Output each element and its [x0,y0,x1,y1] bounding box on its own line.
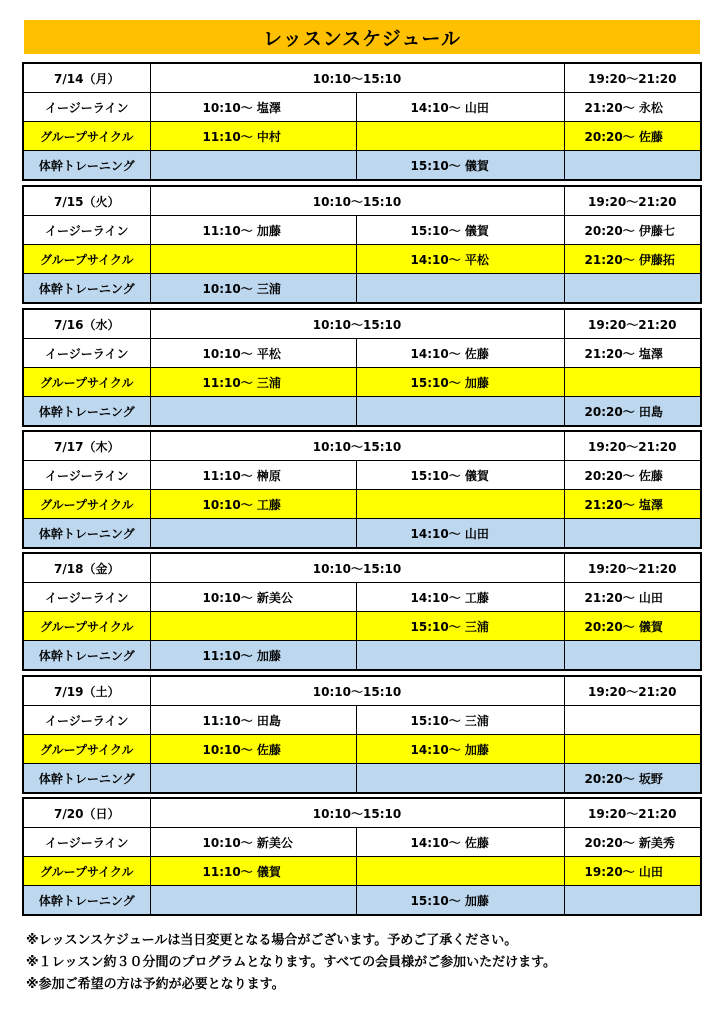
lesson-entry: 14:10〜 工藤 [356,583,564,612]
day-date: 7/17（木） [23,431,150,461]
day-block [22,552,702,671]
lesson-entry: 20:20〜 伊藤七 [564,216,701,245]
lesson-entry [356,122,564,151]
page-title: レッスンスケジュール [24,20,700,54]
lesson-entry: 20:20〜 儀賀 [564,612,701,641]
lesson-entry [150,519,356,549]
lesson-entry [564,641,701,671]
lesson-type-label: 体幹トレーニング [23,764,150,794]
day-header-row [23,553,701,583]
lesson-entry [564,519,701,549]
lesson-row-easy [23,216,701,245]
lesson-entry: 11:10〜 加藤 [150,641,356,671]
lesson-row-core [23,151,701,181]
lesson-row-core [23,764,701,794]
lesson-entry: 14:10〜 平松 [356,245,564,274]
lesson-entry: 15:10〜 加藤 [356,368,564,397]
lesson-entry: 15:10〜 儀賀 [356,151,564,181]
slot-header-morning: 10:10〜15:10 [150,553,564,583]
lesson-entry [150,764,356,794]
slot-header-evening: 19:20〜21:20 [564,553,701,583]
day-header-row [23,63,701,93]
lesson-entry [564,735,701,764]
day-header-row [23,309,701,339]
day-date: 7/20（日） [23,798,150,828]
lesson-row-easy [23,339,701,368]
lesson-type-label: グループサイクル [23,245,150,274]
lesson-row-cycle [23,857,701,886]
day-block [22,62,702,181]
lesson-type-label: イージーライン [23,828,150,857]
lesson-type-label: イージーライン [23,583,150,612]
notes [26,930,706,996]
lesson-type-label: グループサイクル [23,490,150,519]
lesson-type-label: イージーライン [23,461,150,490]
slot-header-evening: 19:20〜21:20 [564,63,701,93]
slot-header-morning: 10:10〜15:10 [150,798,564,828]
lesson-row-easy [23,706,701,735]
slot-header-evening: 19:20〜21:20 [564,676,701,706]
lesson-entry [356,764,564,794]
lesson-entry: 10:10〜 工藤 [150,490,356,519]
lesson-row-cycle [23,368,701,397]
note-line: ※１レッスン約３０分間のプログラムとなります。すべての会員様がご参加いただけます。 [26,955,557,970]
lesson-entry: 14:10〜 佐藤 [356,828,564,857]
lesson-row-easy [23,828,701,857]
lesson-type-label: イージーライン [23,216,150,245]
lesson-type-label: 体幹トレーニング [23,886,150,916]
lesson-entry [356,857,564,886]
lesson-entry: 11:10〜 三浦 [150,368,356,397]
lesson-entry [150,397,356,427]
lesson-entry: 10:10〜 佐藤 [150,735,356,764]
lesson-type-label: グループサイクル [23,122,150,151]
lesson-row-cycle [23,735,701,764]
lesson-entry [564,368,701,397]
slot-header-morning: 10:10〜15:10 [150,63,564,93]
day-date: 7/19（土） [23,676,150,706]
lesson-entry [356,274,564,304]
lesson-entry: 20:20〜 田島 [564,397,701,427]
lesson-type-label: 体幹トレーニング [23,397,150,427]
lesson-entry [150,245,356,274]
slot-header-evening: 19:20〜21:20 [564,186,701,216]
day-header-row [23,186,701,216]
day-block [22,308,702,427]
lesson-entry: 14:10〜 山田 [356,519,564,549]
lesson-row-cycle [23,245,701,274]
lesson-entry [356,397,564,427]
lesson-type-label: イージーライン [23,93,150,122]
slot-header-morning: 10:10〜15:10 [150,186,564,216]
lesson-entry: 19:20〜 山田 [564,857,701,886]
slot-header-morning: 10:10〜15:10 [150,676,564,706]
lesson-type-label: イージーライン [23,339,150,368]
lesson-entry [564,151,701,181]
day-block [22,797,702,916]
day-date: 7/18（金） [23,553,150,583]
lesson-entry: 20:20〜 新美秀 [564,828,701,857]
lesson-type-label: 体幹トレーニング [23,519,150,549]
lesson-entry [564,274,701,304]
lesson-row-cycle [23,122,701,151]
lesson-entry: 11:10〜 儀賀 [150,857,356,886]
day-header-row [23,798,701,828]
lesson-row-easy [23,583,701,612]
lesson-entry [150,151,356,181]
lesson-entry: 15:10〜 三浦 [356,612,564,641]
lesson-row-easy [23,93,701,122]
lesson-row-core [23,641,701,671]
lesson-entry [564,886,701,916]
lesson-row-cycle [23,490,701,519]
lesson-type-label: グループサイクル [23,857,150,886]
lesson-entry: 10:10〜 三浦 [150,274,356,304]
day-header-row [23,431,701,461]
lesson-entry: 15:10〜 儀賀 [356,461,564,490]
note-line: ※参加ご希望の方は予約が必要となります。 [26,977,285,992]
slot-header-evening: 19:20〜21:20 [564,309,701,339]
day-date: 7/16（水） [23,309,150,339]
lesson-row-core [23,274,701,304]
day-date: 7/15（火） [23,186,150,216]
lesson-type-label: イージーライン [23,706,150,735]
lesson-row-core [23,397,701,427]
lesson-type-label: 体幹トレーニング [23,274,150,304]
lesson-type-label: 体幹トレーニング [23,151,150,181]
lesson-type-label: 体幹トレーニング [23,641,150,671]
lesson-entry: 11:10〜 田島 [150,706,356,735]
lesson-entry: 14:10〜 佐藤 [356,339,564,368]
lesson-type-label: グループサイクル [23,612,150,641]
lesson-entry [356,490,564,519]
lesson-entry: 11:10〜 中村 [150,122,356,151]
lesson-entry: 21:20〜 伊藤拓 [564,245,701,274]
lesson-entry: 21:20〜 山田 [564,583,701,612]
lesson-entry: 21:20〜 塩澤 [564,339,701,368]
lesson-entry: 14:10〜 山田 [356,93,564,122]
lesson-row-core [23,519,701,549]
lesson-entry: 20:20〜 坂野 [564,764,701,794]
slot-header-morning: 10:10〜15:10 [150,309,564,339]
lesson-entry: 10:10〜 塩澤 [150,93,356,122]
lesson-type-label: グループサイクル [23,735,150,764]
day-block [22,430,702,549]
slot-header-evening: 19:20〜21:20 [564,431,701,461]
lesson-entry: 21:20〜 塩澤 [564,490,701,519]
lesson-entry: 15:10〜 儀賀 [356,216,564,245]
lesson-entry: 20:20〜 佐藤 [564,461,701,490]
lesson-entry: 11:10〜 加藤 [150,216,356,245]
lesson-entry [150,886,356,916]
lesson-entry: 21:20〜 永松 [564,93,701,122]
day-block [22,185,702,304]
lesson-entry: 10:10〜 新美公 [150,583,356,612]
lesson-entry: 15:10〜 加藤 [356,886,564,916]
lesson-entry [356,641,564,671]
slot-header-morning: 10:10〜15:10 [150,431,564,461]
lesson-row-easy [23,461,701,490]
lesson-entry [564,706,701,735]
lesson-entry: 10:10〜 平松 [150,339,356,368]
lesson-entry: 14:10〜 加藤 [356,735,564,764]
lesson-entry: 15:10〜 三浦 [356,706,564,735]
lesson-type-label: グループサイクル [23,368,150,397]
lesson-entry: 10:10〜 新美公 [150,828,356,857]
day-header-row [23,676,701,706]
lesson-entry [150,612,356,641]
slot-header-evening: 19:20〜21:20 [564,798,701,828]
day-block [22,675,702,794]
note-line: ※レッスンスケジュールは当日変更となる場合がございます。予めご了承ください。 [26,933,518,948]
lesson-entry: 20:20〜 佐藤 [564,122,701,151]
lesson-entry: 11:10〜 榊原 [150,461,356,490]
day-date: 7/14（月） [23,63,150,93]
lesson-row-cycle [23,612,701,641]
lesson-row-core [23,886,701,916]
